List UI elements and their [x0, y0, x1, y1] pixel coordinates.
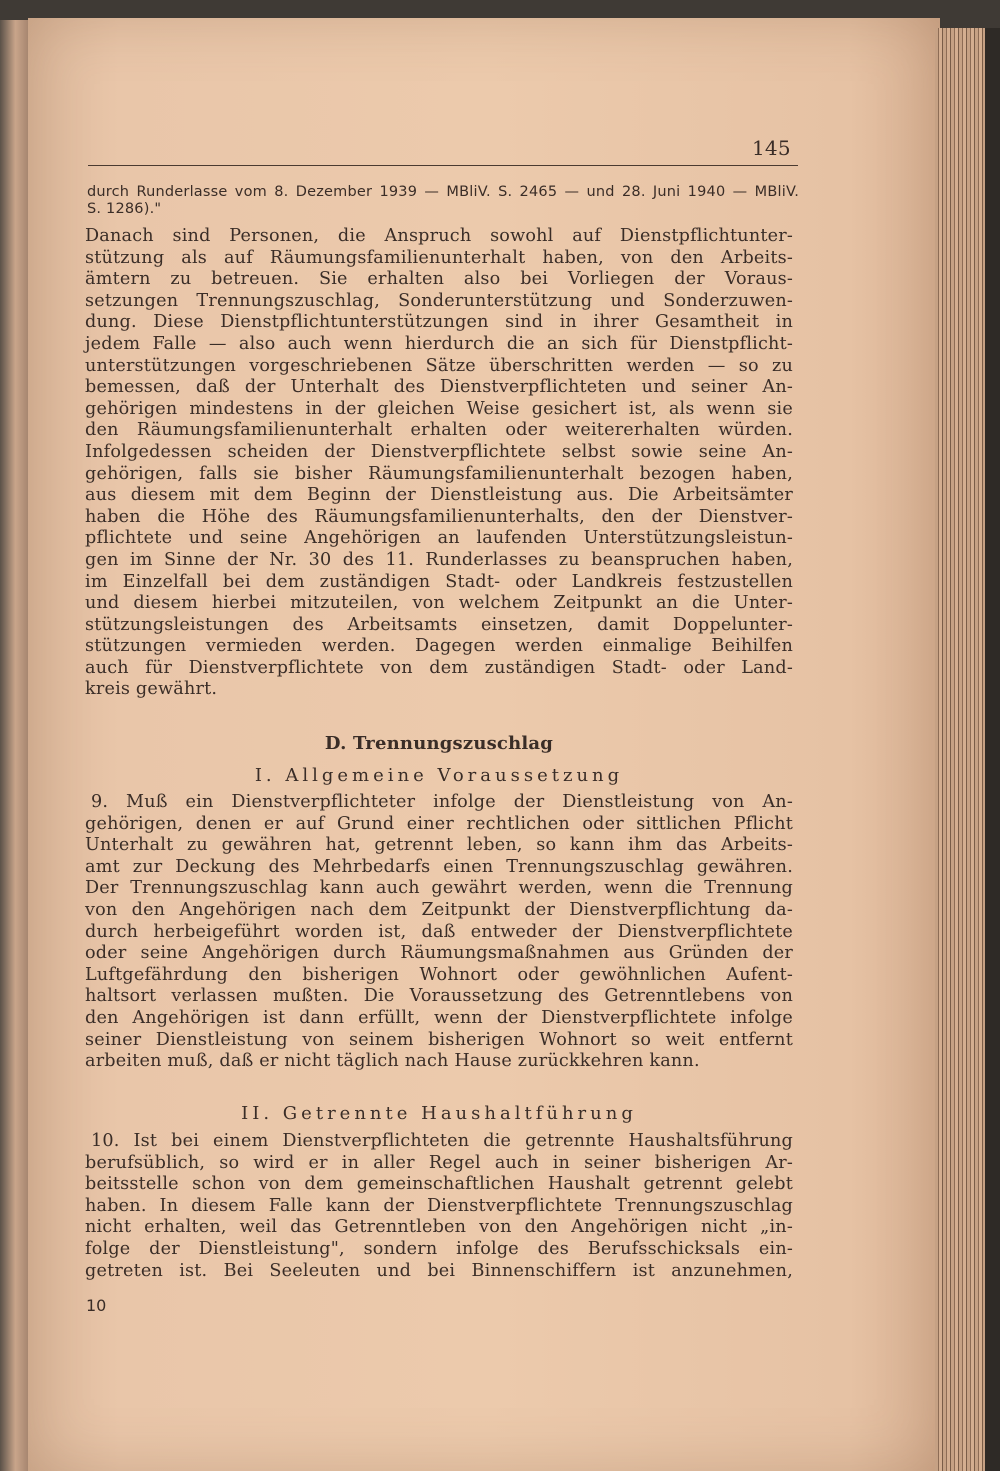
text-line: und diesem hierbei mitzuteilen, von welchem Zeitpunkt an die Unter- — [85, 593, 793, 614]
text-line: stützungsleistungen des Arbeitsamts einsetzen, damit Doppelunter- — [85, 614, 793, 635]
text-line: den Angehörigen ist dann erfüllt, wenn der Dienstverpflichtete infolge — [85, 1007, 793, 1028]
text-line: getreten ist. Bei Seeleuten und bei Binnenschiffern ist anzunehmen, — [85, 1260, 793, 1281]
page-stack-shadow — [985, 28, 1000, 1471]
text-line: gehörigen, denen er auf Grund einer rechtlichen oder sittlichen Pflicht — [85, 813, 793, 834]
facing-page-edge — [0, 20, 28, 1471]
text-line: im Einzelfall bei dem zuständigen Stadt- oder Landkreis festzustellen — [85, 571, 793, 592]
section-heading-d: D. Trennungszuschlag — [324, 733, 554, 754]
text-line: Der Trennungszuschlag kann auch gewährt werden, wenn die Trennung — [85, 878, 793, 899]
text-line: Infolgedessen scheiden der Dienstverpflichtete selbst sowie seine An- — [85, 441, 793, 462]
text-line: unterstützungen vorgeschriebenen Sätze überschritten werden — so zu — [85, 355, 793, 376]
text-line: stützung als auf Räumungsfamilienunterhalt haben, von den Arbeits- — [85, 247, 793, 268]
page-stack-edges — [935, 28, 985, 1471]
paragraph-9 — [85, 792, 793, 1073]
footnote-line: S. 1286)." — [87, 201, 162, 217]
text-line: auch für Dienstverpflichtete von dem zuständigen Stadt- oder Land- — [85, 657, 793, 678]
text-line: haben. In diesem Falle kann der Dienstverpflichtete Trennungszuschlag — [85, 1195, 793, 1216]
text-line: gehörigen, falls sie bisher Räumungsfamilienunterhalt bezogen haben, — [85, 463, 793, 484]
text-line: ämtern zu betreuen. Sie erhalten also bei Vorliegen der Voraus- — [85, 269, 793, 290]
text-line: gehörigen mindestens in der gleichen Weise gesichert ist, als wenn sie — [85, 398, 793, 419]
page-number: 145 — [752, 136, 791, 160]
printer-signature: 10 — [86, 1296, 107, 1315]
paragraph-intro — [85, 226, 793, 701]
subsection-heading-2: II. Getrennte Haushaltführung — [241, 1103, 637, 1124]
text-line: kreis gewährt. — [85, 679, 218, 700]
text-line: haltsort verlassen mußten. Die Voraussetzung des Getrenntlebens von — [85, 986, 793, 1007]
footnote — [87, 184, 799, 218]
text-line: haben die Höhe des Räumungsfamilienunterhalts, den der Dienstver- — [85, 506, 793, 527]
text-line: aus diesem mit dem Beginn der Dienstleistung aus. Die Arbeitsämter — [85, 485, 793, 506]
text-line: durch herbeigeführt worden ist, daß entweder der Dienstverpflichtete — [85, 921, 793, 942]
text-line: Danach sind Personen, die Anspruch sowohl auf Dienstpflichtunter- — [85, 226, 793, 246]
text-line: amt zur Deckung des Mehrbedarfs einen Trennungszuschlag gewähren. — [85, 856, 793, 877]
text-line: stützungen vermieden werden. Dagegen werden einmalige Beihilfen — [85, 636, 793, 657]
text-line: Unterhalt zu gewähren hat, getrennt leben, so kann ihm das Arbeits- — [85, 835, 793, 856]
footnote-line: durch Runderlasse vom 8. Dezember 1939 — MBliV. S. 2465 — und 28. Juni 1940 — MBliV. — [87, 184, 799, 200]
header-rule — [88, 165, 798, 166]
text-line: nicht erhalten, weil das Getrenntleben von den Angehörigen nicht „in- — [85, 1217, 793, 1238]
subsection-heading-1: I. Allgemeine Voraussetzung — [254, 765, 624, 786]
text-line: 9. Muß ein Dienstverpflichteter infolge der Dienstleistung von An- — [91, 792, 793, 812]
text-line: Luftgefährdung den bisherigen Wohnort oder gewöhnlichen Aufent- — [85, 964, 793, 985]
text-line: arbeiten muß, daß er nicht täglich nach Hause zurückkehren kann. — [85, 1051, 700, 1072]
text-line: beitsstelle schon von dem gemeinschaftlichen Haushalt getrennt gelebt — [85, 1174, 793, 1195]
text-line: 10. Ist bei einem Dienstverpflichteten die getrennte Haushaltsführung — [91, 1131, 793, 1151]
text-line: oder seine Angehörigen durch Räumungsmaßnahmen aus Gründen der — [85, 943, 793, 964]
text-line: setzungen Trennungszuschlag, Sonderunterstützung und Sonderzuwen- — [85, 290, 793, 311]
text-line: folge der Dienstleistung", sondern infolge des Berufsschicksals ein- — [85, 1238, 793, 1259]
text-line: pflichtete und seine Angehörigen an laufenden Unterstützungsleistun- — [85, 528, 793, 549]
text-line: von den Angehörigen nach dem Zeitpunkt der Dienstverpflichtung da- — [85, 899, 793, 920]
text-line: dung. Diese Dienstpflichtunterstützungen sind in ihrer Gesamtheit in — [85, 312, 793, 333]
text-line: jedem Falle — also auch wenn hierdurch die an sich für Dienstpflicht- — [85, 333, 793, 354]
text-line: bemessen, daß der Unterhalt des Dienstverpflichteten und seiner An- — [85, 377, 793, 398]
text-line: berufsüblich, so wird er in aller Regel auch in seiner bisherigen Ar- — [85, 1152, 793, 1173]
text-line: seiner Dienstleistung von seinem bisherigen Wohnort so weit entfernt — [85, 1029, 793, 1050]
text-line: gen im Sinne der Nr. 30 des 11. Runderlasses zu beanspruchen haben, — [85, 549, 793, 570]
paragraph-10 — [85, 1131, 793, 1282]
text-line: den Räumungsfamilienunterhalt erhalten oder weitererhalten würden. — [85, 420, 793, 441]
